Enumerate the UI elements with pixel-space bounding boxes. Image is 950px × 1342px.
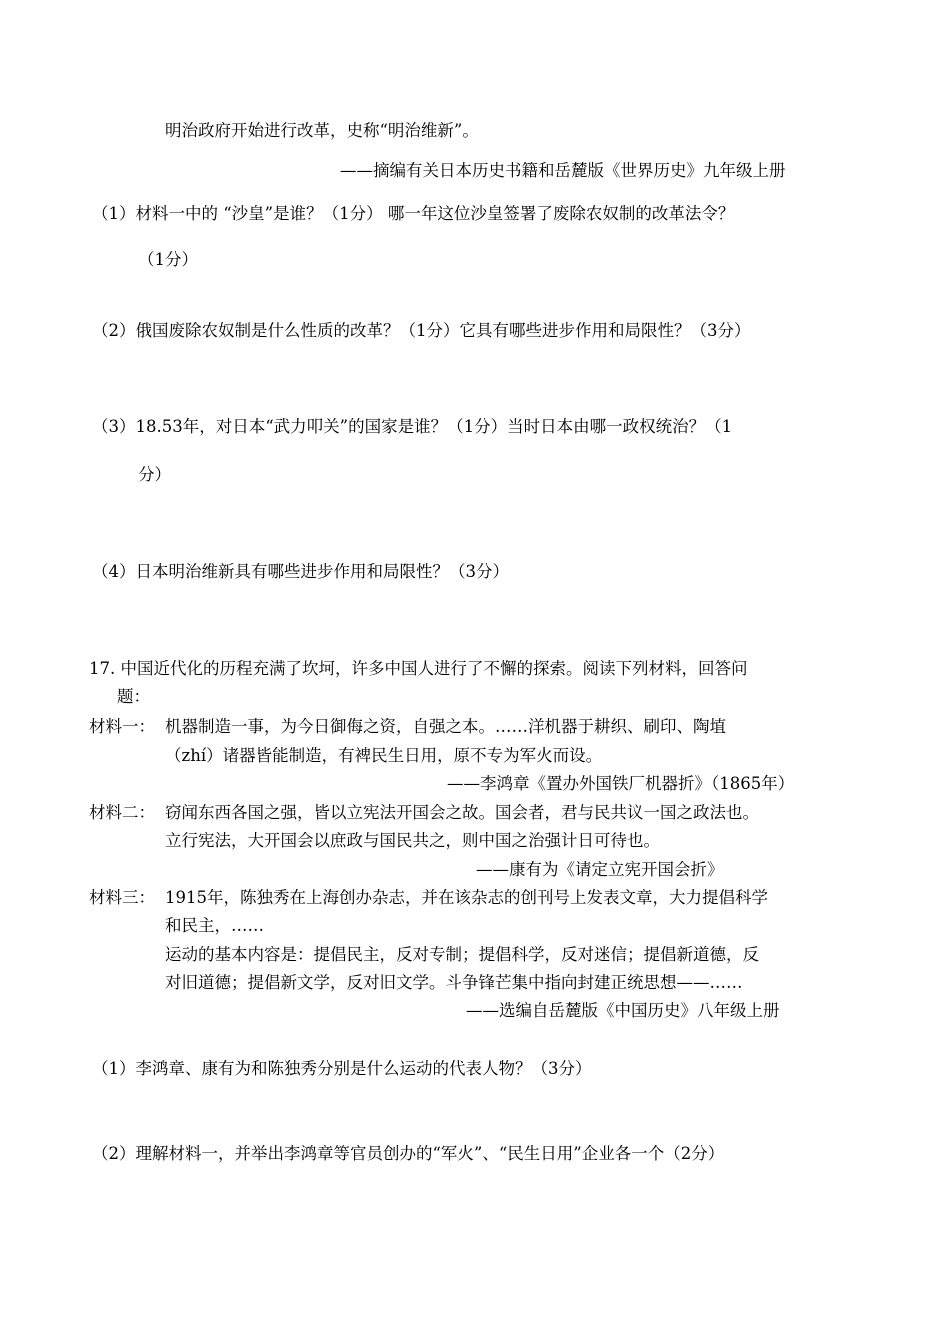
question-17-stem-continuation: 题： [117,687,150,706]
material-3-text: 对旧道德；提倡新文学，反对旧文学。斗争锋芒集中指向封建正统思想——…… [165,973,743,992]
question-17-2: （2）理解材料一，并举出李鸿章等官员创办的“军火”、“民生日用”企业各一个（2分） [92,1144,725,1163]
material-2-source: ——康有为《请定立宪开国会折》 [476,860,724,879]
question-1-continuation: （1分） [138,250,198,269]
material-2-text: 立行宪法，大开国会以庶政与国民共之，则中国之治强计日可待也。 [165,831,660,850]
material-1-source: ——李鸿章《置办外国铁厂机器折》（1865年） [447,774,795,793]
question-4: （4）日本明治维新具有哪些进步作用和局限性？（3分） [92,562,509,581]
question-17-stem: 17. 中国近代化的历程充满了坎坷，许多中国人进行了不懈的探索。阅读下列材料，回答问 [89,659,748,678]
material-3-text: 和民主，…… [165,916,264,935]
material-3-text: 1915年，陈独秀在上海创办杂志，并在该杂志的创刊号上发表文章，大力提倡科学 [165,888,768,907]
material-3-source: ——选编自岳麓版《中国历史》八年级上册 [466,1001,780,1020]
material-3-label: 材料三： [89,888,155,907]
material-1-text: （zhí）诸器皆能制造，有裨民生日用，原不专为军火而设。 [165,746,603,765]
material-3-text: 运动的基本内容是：提倡民主，反对专制；提倡科学，反对迷信；提倡新道德，反 [165,945,759,964]
question-17-1: （1）李鸿章、康有为和陈独秀分别是什么运动的代表人物？（3分） [92,1059,592,1078]
question-2: （2）俄国废除农奴制是什么性质的改革？（1分）它具有哪些进步作用和局限性？（3分） [92,321,751,340]
question-3: （3）18.53年，对日本“武力叩关”的国家是谁？（1分）当时日本由哪一政权统治？（1 [92,417,733,436]
intro-line: 明治政府开始进行改革，史称“明治维新”。 [165,121,479,140]
material-2-text: 窃闻东西各国之强，皆以立宪法开国会之故。国会者，君与民共议一国之政法也。 [165,803,759,822]
material-1-text: 机器制造一事，为今日御侮之资，自强之本。……洋机器于耕织、刷印、陶埴 [165,717,726,736]
material-1-label: 材料一： [89,717,155,736]
material-2-label: 材料二： [89,803,155,822]
question-1: （1）材料一中的 “沙皇”是谁？（1分） 哪一年这位沙皇签署了废除农奴制的改革法令？ [92,204,735,223]
question-3-continuation: 分） [138,465,171,484]
source-citation: ——摘编有关日本历史书籍和岳麓版《世界历史》九年级上册 [340,161,786,180]
